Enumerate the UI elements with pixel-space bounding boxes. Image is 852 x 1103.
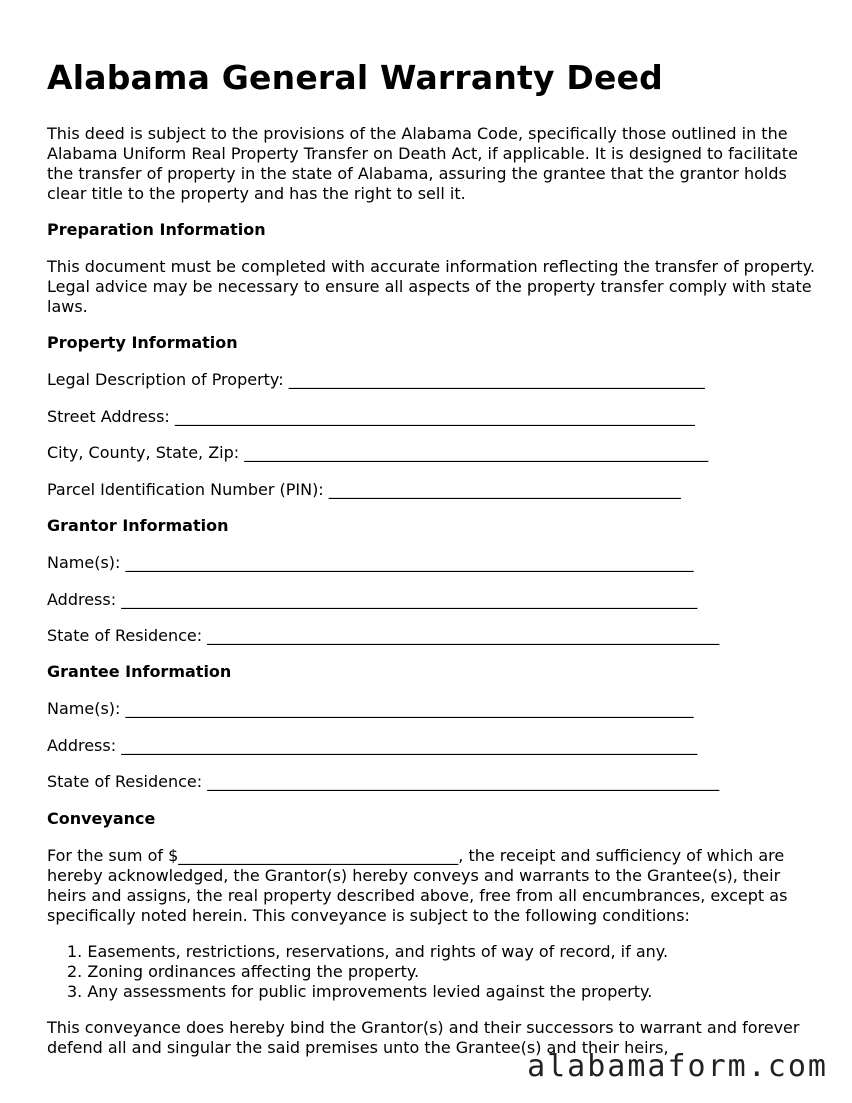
site-watermark: alabamaform.com [527,1049,828,1084]
document-title: Alabama General Warranty Deed [47,58,663,97]
closing-paragraph: This conveyance does hereby bind the Grantor(s) and their successors to warrant and forever defend all and singular the said premises unto the Grantee(s) and their heirs, [47,1018,800,1057]
conveyance-paragraph: For the sum of $___________________________________, the receipt and sufficiency of which are hereby acknowledged, the Grantor(s) hereby conveys and warrants to the Grantee(s), their heirs and assigns, the real property described above, free from all encumbrances, except as specifically noted herein. This conveyance is subject to the following conditions: [47,846,788,925]
grantee-address-field[interactable]: Address: ________________________________________________________________________ [47,736,698,755]
condition-item: 3. Any assessments for public improvements levied against the property. [67,982,653,1001]
condition-item: 1. Easements, restrictions, reservations, and rights of way of record, if any. [67,942,669,961]
condition-item: 2. Zoning ordinances affecting the property. [67,962,420,981]
grantee-state-field[interactable]: State of Residence: ________________________________________________________________ [47,772,720,791]
grantor-address-field[interactable]: Address: ________________________________________________________________________ [47,590,698,609]
grantor-state-field[interactable]: State of Residence: ________________________________________________________________ [47,626,720,645]
city-county-state-zip-field[interactable]: City, County, State, Zip: __________________________________________________________ [47,443,709,462]
preparation-heading: Preparation Information [47,220,266,239]
grantee-names-field[interactable]: Name(s): _______________________________________________________________________ [47,699,694,718]
conditions-list [67,942,668,1002]
property-heading: Property Information [47,333,238,352]
legal-description-field[interactable]: Legal Description of Property: ____________________________________________________ [47,370,705,389]
grantor-names-field[interactable]: Name(s): _______________________________________________________________________ [47,553,694,572]
grantee-heading: Grantee Information [47,662,232,681]
preparation-paragraph: This document must be completed with accurate information reflecting the transfer of property. Legal advice may be necessary to ensure all aspects of the property transfer comply with state laws. [47,257,815,316]
street-address-field[interactable]: Street Address: _________________________________________________________________ [47,407,695,426]
conveyance-heading: Conveyance [47,809,156,828]
grantor-heading: Grantor Information [47,516,229,535]
parcel-id-field[interactable]: Parcel Identification Number (PIN): ____________________________________________ [47,480,681,499]
intro-paragraph: This deed is subject to the provisions of the Alabama Code, specifically those outlined in the Alabama Uniform Real Property Transfer on Death Act, if applicable. It is designed to facilitate the transfer of property in the state of Alabama, assuring the grantee that the grantor holds clear title to the property and has the right to sell it. [47,124,798,203]
